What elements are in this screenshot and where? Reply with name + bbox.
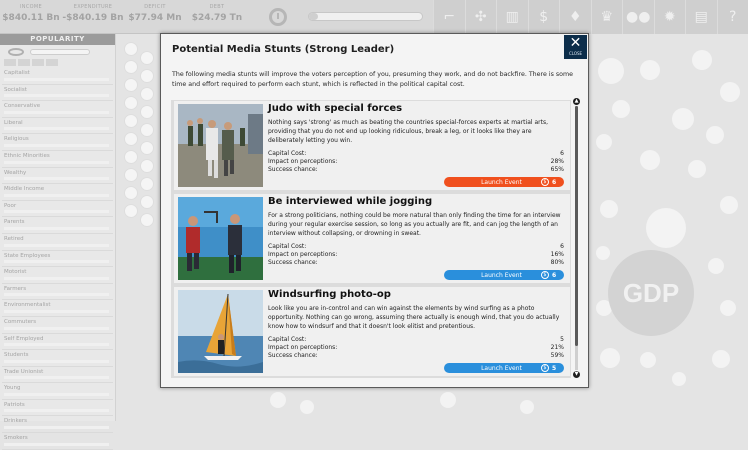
- debt-value: $24.79 Tn: [186, 13, 248, 23]
- success-label: Success chance:: [268, 259, 318, 266]
- launch-event-button[interactable]: [444, 270, 564, 280]
- capital-cost-value: 6: [560, 243, 564, 250]
- voter-group-row[interactable]: [2, 68, 113, 85]
- gdp-bubble[interactable]: GDP: [608, 250, 694, 336]
- policy-bubble-icon[interactable]: [140, 159, 154, 173]
- success-label: Success chance:: [268, 166, 318, 173]
- tab-2[interactable]: [18, 59, 30, 66]
- idea-icon[interactable]: ♦: [559, 0, 591, 34]
- voter-group-meter: [4, 111, 109, 114]
- voter-group-label: Poor: [4, 203, 16, 209]
- statistics-icon[interactable]: ▥: [496, 0, 528, 34]
- success-value: 65%: [551, 166, 564, 173]
- capital-icon: $: [541, 178, 549, 186]
- policy-bubble-icon[interactable]: [140, 177, 154, 191]
- next-turn-button[interactable]: [248, 0, 308, 33]
- voter-group-label: Liberal: [4, 120, 23, 126]
- income-label: INCOME: [0, 4, 62, 11]
- voter-group-meter: [4, 293, 109, 296]
- stunt-title: Be interviewed while jogging: [268, 196, 432, 207]
- voter-group-row[interactable]: [2, 134, 113, 151]
- voter-group-meter: [4, 144, 109, 147]
- policy-bubble-icon[interactable]: [124, 78, 138, 92]
- voter-group-meter: [4, 127, 109, 130]
- policy-bubble-icon[interactable]: [124, 132, 138, 146]
- popularity-panel: [0, 34, 116, 421]
- policy-bubble-icon[interactable]: [688, 160, 706, 178]
- voter-group-label: Conservative: [4, 103, 40, 109]
- voter-group-meter: [4, 443, 109, 446]
- voter-group-row[interactable]: [2, 367, 113, 384]
- policy-bubble-icon[interactable]: [140, 105, 154, 119]
- voter-group-meter: [4, 277, 109, 280]
- tab-1[interactable]: [4, 59, 16, 66]
- success-value: 80%: [551, 259, 564, 266]
- policy-bubble-icon[interactable]: [124, 96, 138, 110]
- jogging-photo: [178, 197, 263, 280]
- voter-group-meter: [4, 260, 109, 263]
- deficit-stat: [124, 0, 186, 33]
- clock-icon: [269, 8, 287, 26]
- finance-icon[interactable]: $: [528, 0, 560, 34]
- voter-group-label: Socialist: [4, 87, 27, 93]
- policy-bubble-icon[interactable]: [640, 150, 660, 170]
- policy-bubble-icon[interactable]: [140, 195, 154, 209]
- policy-bubble-icon[interactable]: [640, 60, 660, 80]
- stunt-description: For a strong politicians, nothing could be more natural than only finding the time for an interview during your regular exercise session, so long as you actually are fit, and can jog the length of an interview without collapsing, or drowning in sweat.: [268, 211, 564, 239]
- windsurf-photo: [178, 290, 263, 373]
- popularity-filter[interactable]: [0, 45, 115, 59]
- policy-bubble-icon[interactable]: [140, 69, 154, 83]
- close-icon: ✕: [564, 35, 587, 51]
- income-value: $840.11 Bn: [0, 13, 62, 23]
- success-value: 59%: [551, 352, 564, 359]
- voter-group-row[interactable]: [2, 267, 113, 284]
- policy-bubble-icon[interactable]: [600, 200, 618, 218]
- voter-group-row[interactable]: [2, 383, 113, 400]
- voter-group-row[interactable]: [2, 300, 113, 317]
- voter-group-row[interactable]: [2, 234, 113, 251]
- stunt-title: Windsurfing photo-op: [268, 289, 391, 300]
- capital-cost-value: 6: [560, 150, 564, 157]
- voter-group-label: Commuters: [4, 319, 36, 325]
- voter-group-label: Motorist: [4, 269, 26, 275]
- voter-group-row[interactable]: [2, 201, 113, 218]
- toolbar: [428, 0, 748, 33]
- scroll-down-icon[interactable]: ▼: [573, 371, 580, 378]
- dialog-title: Potential Media Stunts (Strong Leader): [172, 44, 394, 55]
- voter-group-row[interactable]: [2, 151, 113, 168]
- policy-bubble-icon[interactable]: [124, 150, 138, 164]
- voter-group-label: Students: [4, 352, 29, 358]
- voter-group-label: Wealthy: [4, 170, 26, 176]
- voter-group-label: Patriots: [4, 402, 25, 408]
- policy-bubble-icon[interactable]: [140, 123, 154, 137]
- impact-value: 21%: [551, 344, 564, 351]
- voter-group-label: Drinkers: [4, 418, 27, 424]
- policy-bubble-icon[interactable]: [692, 50, 712, 70]
- policy-bubble-icon[interactable]: [270, 392, 286, 408]
- capital-cost-label: Capital Cost:: [268, 243, 306, 250]
- voter-group-row[interactable]: [2, 118, 113, 135]
- capital-cost-label: Capital Cost:: [268, 336, 306, 343]
- voter-group-label: Middle Income: [4, 186, 44, 192]
- voter-group-label: State Employees: [4, 253, 50, 259]
- voter-group-row[interactable]: [2, 217, 113, 234]
- tab-4[interactable]: [46, 59, 58, 66]
- policy-bubble-icon[interactable]: [124, 168, 138, 182]
- voter-group-label: Ethnic Minorities: [4, 153, 50, 159]
- voter-group-meter: [4, 210, 109, 213]
- launch-label: Launch Event: [444, 365, 541, 372]
- voter-group-row[interactable]: [2, 334, 113, 351]
- media-stunts-dialog: [160, 33, 589, 388]
- expenditure-stat: [62, 0, 124, 33]
- voter-group-list: [0, 68, 115, 450]
- voter-group-label: Religious: [4, 136, 29, 142]
- policy-bubble-icon[interactable]: [720, 82, 740, 102]
- scroll-thumb[interactable]: [575, 106, 578, 346]
- close-button[interactable]: [564, 35, 587, 59]
- military-icon[interactable]: ⌐: [433, 0, 465, 34]
- policy-bubble-icon[interactable]: [140, 87, 154, 101]
- success-label: Success chance:: [268, 352, 318, 359]
- voter-group-meter: [4, 227, 109, 230]
- voter-group-meter: [4, 194, 109, 197]
- launch-cost: 6: [552, 272, 564, 279]
- voter-group-meter: [4, 177, 109, 180]
- income-stat: [0, 0, 62, 33]
- impact-label: Impact on perceptions:: [268, 344, 337, 351]
- voter-group-meter: [4, 376, 109, 379]
- deficit-label: DEFICIT: [124, 4, 186, 11]
- policy-bubble-icon[interactable]: [706, 126, 724, 144]
- stunt-card: [174, 101, 570, 190]
- impact-value: 16%: [551, 251, 564, 258]
- policy-bubble-icon[interactable]: [596, 134, 612, 150]
- voter-group-label: Parents: [4, 219, 24, 225]
- stunt-list[interactable]: [171, 100, 571, 378]
- debt-label: DEBT: [186, 4, 248, 11]
- policy-bubble-icon[interactable]: [124, 114, 138, 128]
- capital-icon: $: [541, 364, 549, 372]
- eye-icon: [8, 48, 24, 56]
- policy-bubble-icon[interactable]: [598, 58, 624, 84]
- policy-bubble-icon[interactable]: [672, 108, 694, 130]
- policy-bubble-icon[interactable]: [140, 141, 154, 155]
- voter-group-label: Smokers: [4, 435, 28, 441]
- stunt-card: [174, 287, 570, 376]
- impact-label: Impact on perceptions:: [268, 158, 337, 165]
- impact-label: Impact on perceptions:: [268, 251, 337, 258]
- voter-group-row[interactable]: [2, 251, 113, 268]
- voter-group-row[interactable]: [2, 101, 113, 118]
- capital-icon: $: [541, 271, 549, 279]
- policy-bubble-icon[interactable]: [720, 300, 736, 316]
- policy-bubble-icon[interactable]: [672, 372, 686, 386]
- policy-bubble-icon[interactable]: [712, 350, 730, 368]
- judo-photo: [178, 104, 263, 187]
- top-bar: [0, 0, 748, 34]
- voter-group-meter: [4, 360, 109, 363]
- voter-group-row[interactable]: [2, 284, 113, 301]
- policy-bubble-icon[interactable]: [140, 213, 154, 227]
- voter-group-row[interactable]: [2, 184, 113, 201]
- close-label: CLOSE: [564, 51, 587, 56]
- impact-value: 28%: [551, 158, 564, 165]
- help-icon[interactable]: ?: [717, 0, 748, 34]
- voter-group-meter: [4, 78, 109, 81]
- voter-group-meter: [4, 244, 109, 247]
- policy-bubble-icon[interactable]: [124, 42, 138, 56]
- voter-group-meter: [4, 310, 109, 313]
- voter-group-meter: [4, 161, 109, 164]
- launch-event-button[interactable]: [444, 363, 564, 373]
- voter-group-row[interactable]: [2, 168, 113, 185]
- voter-group-row[interactable]: [2, 433, 113, 450]
- launch-event-button[interactable]: [444, 177, 564, 187]
- voter-group-meter: [4, 409, 109, 412]
- policy-icon[interactable]: ✣: [465, 0, 497, 34]
- notepad-icon[interactable]: ▤: [685, 0, 717, 34]
- launch-cost: 5: [552, 365, 564, 372]
- policy-bubble-icon[interactable]: [124, 186, 138, 200]
- scroll-up-icon[interactable]: ▲: [573, 98, 580, 105]
- turn-progress: [308, 0, 428, 33]
- policy-bubble-icon[interactable]: [640, 352, 656, 368]
- popularity-header: POPULARITY: [0, 34, 115, 45]
- policy-bubble-icon[interactable]: [124, 60, 138, 74]
- voter-group-label: Farmers: [4, 286, 26, 292]
- expenditure-label: EXPENDITURE: [62, 4, 124, 11]
- policy-bubble-icon[interactable]: [140, 51, 154, 65]
- policy-bubble-icon[interactable]: [440, 392, 456, 408]
- policy-bubble-icon[interactable]: [720, 196, 738, 214]
- voter-group-row[interactable]: [2, 350, 113, 367]
- voter-group-meter: [4, 343, 109, 346]
- voter-group-label: Capitalist: [4, 70, 30, 76]
- debt-stat: [186, 0, 248, 33]
- deficit-value: $77.94 Mn: [124, 13, 186, 23]
- voter-group-row[interactable]: [2, 400, 113, 417]
- capital-cost-label: Capital Cost:: [268, 150, 306, 157]
- policy-bubble-icon[interactable]: [708, 258, 724, 274]
- stunt-description: Nothing says 'strong' as much as beating the countries special-forces experts at martial arts, providing that you do not end up looking ridiculous, break a leg, or it looks like they are deliberately letting you win.: [268, 118, 564, 146]
- policy-bubble-icon[interactable]: [612, 100, 630, 118]
- voter-group-label: Retired: [4, 236, 24, 242]
- policy-bubble-icon[interactable]: [646, 208, 686, 248]
- voter-group-label: Self Employed: [4, 336, 43, 342]
- cabinet-icon[interactable]: ●●: [622, 0, 654, 34]
- dialog-description: The following media stunts will improve the voters perception of you, presuming they work, and do not backfire. There is some time and effort required to perform each stunt, which is reflected in the political capital cost.: [172, 70, 580, 89]
- voter-group-meter: [4, 327, 109, 330]
- policy-bubble-icon[interactable]: [300, 400, 314, 414]
- launch-label: Launch Event: [444, 272, 541, 279]
- stunt-card: [174, 194, 570, 283]
- voter-group-row[interactable]: [2, 317, 113, 334]
- voter-group-meter: [4, 94, 109, 97]
- voter-group-label: Trade Unionist: [4, 369, 43, 375]
- voter-group-row[interactable]: [2, 85, 113, 102]
- stunt-title: Judo with special forces: [268, 103, 402, 114]
- turn-progress-fill: [309, 13, 318, 20]
- voter-group-meter: [4, 426, 109, 429]
- launch-label: Launch Event: [444, 179, 541, 186]
- stunt-list-scrollbar[interactable]: [573, 98, 580, 380]
- policy-bubble-icon[interactable]: [596, 246, 610, 260]
- policy-bubble-icon[interactable]: [600, 348, 620, 368]
- policy-bubble-icon[interactable]: [124, 204, 138, 218]
- capital-cost-value: 5: [560, 336, 564, 343]
- voter-group-meter: [4, 393, 109, 396]
- achievement-icon[interactable]: ♛: [591, 0, 623, 34]
- voter-group-label: Young: [4, 385, 20, 391]
- expenditure-value: -$840.19 Bn: [62, 13, 124, 23]
- launch-cost: 6: [552, 179, 564, 186]
- policy-bubble-icon[interactable]: [520, 400, 534, 414]
- popularity-slider[interactable]: [30, 49, 90, 55]
- voter-group-row[interactable]: [2, 416, 113, 433]
- stunt-description: Look like you are in-control and can win against the elements by wind surfing as a photo opportunity. Nothing can go wrong, assuming there actually is enough wind, that you do actually know how to windsurf and that it doesn't look elitist and pretentious.: [268, 304, 564, 332]
- tab-3[interactable]: [32, 59, 44, 66]
- popularity-tabs: [0, 59, 115, 68]
- voter-group-label: Environmentalist: [4, 302, 51, 308]
- settings-icon[interactable]: ✹: [654, 0, 686, 34]
